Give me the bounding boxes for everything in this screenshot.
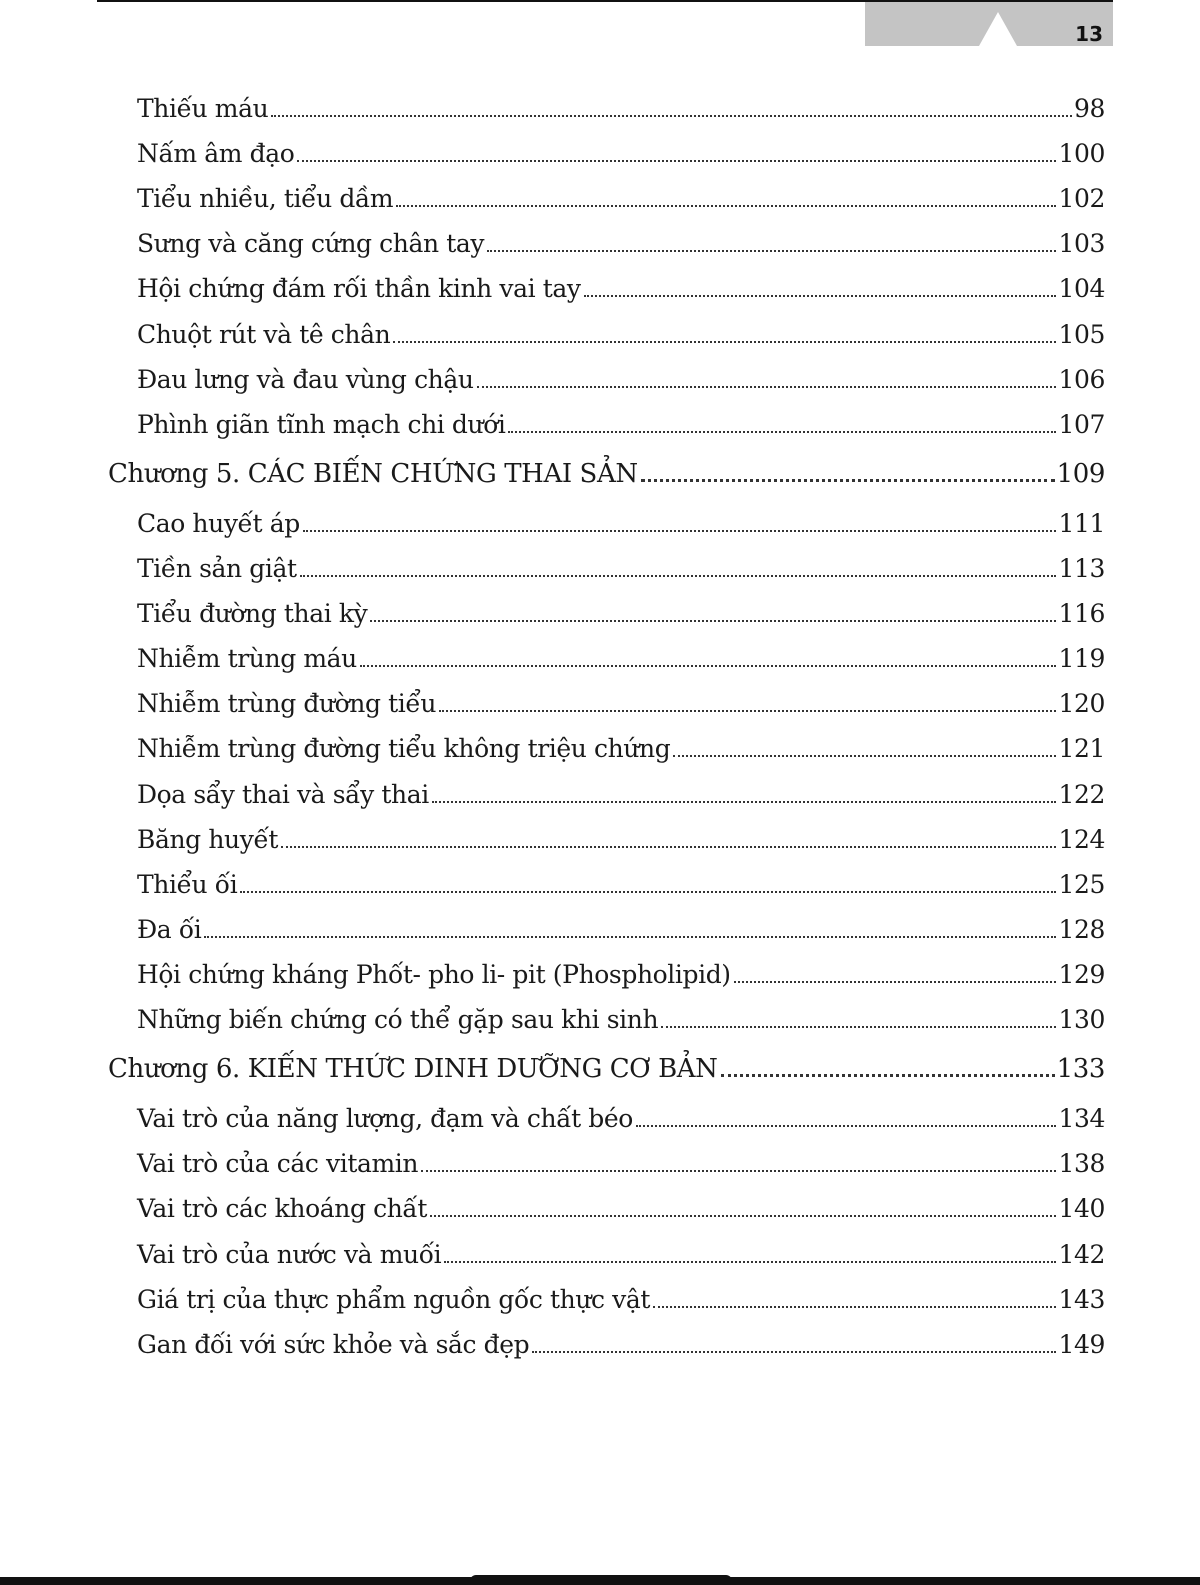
toc-entry-row [137, 689, 1105, 718]
page-number-tab [865, 2, 1113, 46]
toc-entry-row [137, 1104, 1105, 1133]
dot-leader [721, 1073, 1055, 1077]
page-number: 13 [1075, 22, 1103, 46]
toc-page-number: 102 [1058, 184, 1105, 214]
toc-page-number: 120 [1058, 689, 1105, 719]
dot-leader [477, 385, 1057, 388]
dot-leader [281, 845, 1056, 848]
toc-title: Dọa sẩy thai và sẩy thai [137, 779, 429, 809]
toc-page-number: 109 [1056, 458, 1105, 489]
toc-entry-row [137, 320, 1105, 349]
toc-title: Tiểu nhiều, tiểu dầm [137, 184, 394, 214]
dot-leader [487, 249, 1056, 252]
dot-leader [432, 800, 1057, 803]
toc-title: Giá trị của thực phẩm nguồn gốc thực vật [137, 1284, 651, 1314]
toc-entry-row [137, 780, 1105, 809]
dot-leader [673, 754, 1056, 757]
toc-page-number: 138 [1058, 1149, 1105, 1179]
toc-page-number: 143 [1058, 1284, 1105, 1314]
toc-title: Tiểu đường thai kỳ [137, 599, 368, 629]
toc-title: Nhiễm trùng đường tiểu không triệu chứng [137, 734, 671, 764]
dot-leader [271, 114, 1072, 117]
toc-page-number: 149 [1058, 1329, 1105, 1359]
toc-page-number: 100 [1058, 139, 1105, 169]
toc-page-number: 142 [1058, 1239, 1105, 1269]
dot-leader [734, 980, 1057, 983]
toc-entry-row [137, 410, 1105, 439]
toc-entry-row [137, 1285, 1105, 1314]
dot-leader [641, 478, 1055, 482]
toc-page-number: 128 [1058, 914, 1105, 944]
toc-page-number: 133 [1056, 1054, 1105, 1085]
toc-entry-row [137, 870, 1105, 899]
dot-leader [421, 1169, 1056, 1172]
dot-leader [430, 1214, 1056, 1217]
dot-leader [360, 664, 1057, 667]
toc-page-number: 134 [1058, 1104, 1105, 1134]
toc-page-number: 119 [1058, 644, 1105, 674]
toc-entry-row [137, 1240, 1105, 1269]
toc-entry-row [137, 139, 1105, 168]
toc-title: Nhiễm trùng đường tiểu [137, 689, 437, 719]
toc-title: Cao huyết áp [137, 508, 300, 538]
toc-title: Nấm âm đạo [137, 139, 295, 169]
dot-leader [661, 1025, 1056, 1028]
toc-page-number: 103 [1058, 229, 1105, 259]
dot-leader [303, 529, 1057, 532]
toc-title: Hội chứng đám rối thần kinh vai tay [137, 274, 581, 304]
toc-chapter-row [108, 1054, 1105, 1084]
toc-entry-row [137, 554, 1105, 583]
toc-title: Chương 6. KIẾN THỨC DINH DƯỠNG CƠ BẢN [108, 1054, 718, 1085]
toc-title: Nhiễm trùng máu [137, 644, 357, 674]
dot-leader [508, 430, 1056, 433]
toc-page-number: 104 [1058, 274, 1105, 304]
toc-page-number: 129 [1058, 959, 1105, 989]
toc-page-number: 113 [1058, 554, 1105, 583]
toc-page-number: 130 [1058, 1005, 1105, 1034]
toc-title: Chương 5. CÁC BIẾN CHỨNG THAI SẢN [108, 458, 638, 489]
toc-entry-row [137, 1005, 1105, 1034]
toc-entry-row [137, 825, 1105, 854]
toc-page-number: 116 [1058, 599, 1105, 629]
dot-leader [584, 294, 1057, 297]
toc-entry-row [137, 94, 1105, 123]
dot-leader [636, 1124, 1057, 1127]
toc-page-number: 125 [1058, 869, 1105, 899]
toc-title: Thiểu ối [137, 869, 238, 899]
dot-leader [297, 159, 1056, 162]
toc-page-number: 111 [1058, 508, 1105, 538]
toc-entry-row [137, 274, 1105, 303]
toc-entry-row [137, 1149, 1105, 1178]
dot-leader [204, 935, 1056, 938]
toc-title: Vai trò của nước và muối [137, 1239, 442, 1269]
toc-title: Sưng và căng cứng chân tay [137, 229, 485, 259]
toc-title: Vai trò các khoáng chất [137, 1194, 427, 1224]
toc-entry-row [137, 184, 1105, 213]
dot-leader [532, 1350, 1056, 1353]
dot-leader [444, 1260, 1056, 1263]
toc-page-number: 122 [1058, 779, 1105, 809]
toc-page-number: 98 [1073, 94, 1105, 123]
dot-leader [370, 619, 1056, 622]
dot-leader [396, 204, 1056, 207]
toc-entry-row [137, 644, 1105, 673]
toc-title: Phình giãn tĩnh mạch chi dưới [137, 409, 506, 439]
toc-entry-row [137, 365, 1105, 394]
toc-title: Vai trò của năng lượng, đạm và chất béo [137, 1104, 633, 1134]
toc-entry-row [137, 960, 1105, 989]
toc-title: Vai trò của các vitamin [137, 1149, 419, 1179]
toc-entry-row [137, 1194, 1105, 1223]
toc-title: Băng huyết [137, 824, 279, 854]
dot-leader [439, 709, 1056, 712]
toc-entry-row [137, 229, 1105, 258]
toc-page-number: 124 [1058, 824, 1105, 854]
toc-title: Thiếu máu [137, 94, 269, 123]
toc-title: Tiền sản giật [137, 554, 297, 583]
toc-entry-row [137, 599, 1105, 628]
toc-page-number: 121 [1058, 734, 1105, 764]
toc-title: Hội chứng kháng Phốt- pho li- pit (Phospholipid) [137, 959, 731, 989]
toc-page-number: 106 [1058, 364, 1105, 394]
toc-title: Gan đối với sức khỏe và sắc đẹp [137, 1329, 530, 1359]
toc-title: Đau lưng và đau vùng chậu [137, 364, 474, 394]
toc-entry-row [137, 915, 1105, 944]
dot-leader [240, 890, 1056, 893]
home-indicator [470, 1575, 732, 1581]
toc-entry-row [137, 734, 1105, 763]
toc-title: Đa ối [137, 914, 202, 944]
toc-page-number: 105 [1058, 319, 1105, 349]
toc-page-number: 140 [1058, 1194, 1105, 1224]
toc-page-number: 107 [1058, 409, 1105, 439]
dot-leader [300, 574, 1057, 577]
toc-chapter-row [108, 459, 1105, 489]
dot-leader [653, 1305, 1056, 1308]
dot-leader [393, 340, 1056, 343]
toc-title: Chuột rút và tê chân [137, 319, 391, 349]
toc-entry-row [137, 509, 1105, 538]
toc-entry-row [137, 1330, 1105, 1359]
toc-title: Những biến chứng có thể gặp sau khi sinh [137, 1005, 659, 1034]
